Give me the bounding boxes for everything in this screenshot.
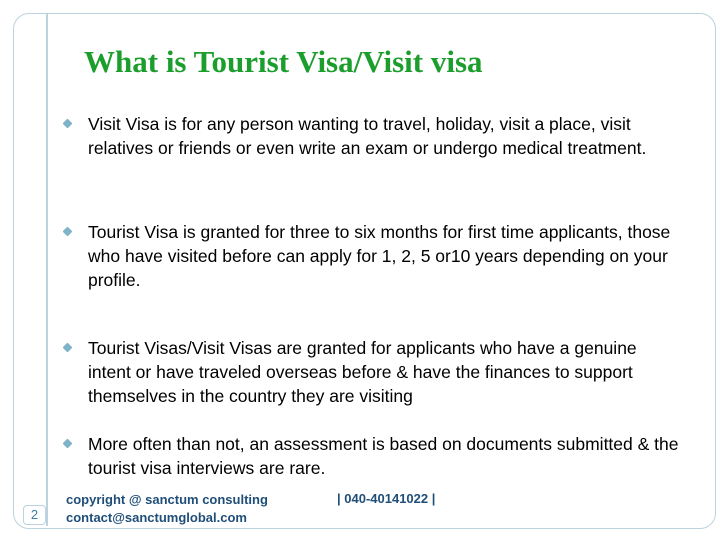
- bullet-text: Tourist Visas/Visit Visas are granted for applicants who have a genuine intent or have traveled overseas before & have the finances to support themselves in the country they are visiting: [88, 338, 637, 406]
- bullet-item: [64, 336, 684, 408]
- footer-email[interactable]: contact@sanctumglobal.com: [66, 510, 247, 525]
- slide-title: What is Tourist Visa/Visit visa: [84, 44, 483, 79]
- footer-phone: | 040-40141022 |: [337, 491, 436, 506]
- left-rule: [46, 14, 48, 526]
- bullet-item: [64, 432, 684, 480]
- bullet-diamond-icon: [63, 227, 73, 237]
- bullet-item: [64, 220, 684, 292]
- bullet-text: Visit Visa is for any person wanting to travel, holiday, visit a place, visit relatives or friends or even write an exam or undergo medical treatment.: [88, 114, 647, 158]
- bullet-text: More often than not, an assessment is based on documents submitted & the tourist visa interviews are rare.: [88, 434, 679, 478]
- slide-number: 2: [23, 505, 46, 525]
- bullet-text: Tourist Visa is granted for three to six months for first time applicants, those who have visited before can apply for 1, 2, 5 or10 years depending on your profile.: [88, 222, 671, 290]
- bullet-diamond-icon: [63, 343, 73, 353]
- footer-contact: [66, 491, 268, 527]
- bullet-item: [64, 112, 684, 160]
- footer-copyright: copyright @ sanctum consulting: [66, 492, 268, 507]
- bullet-diamond-icon: [63, 439, 73, 449]
- bullet-diamond-icon: [63, 119, 73, 129]
